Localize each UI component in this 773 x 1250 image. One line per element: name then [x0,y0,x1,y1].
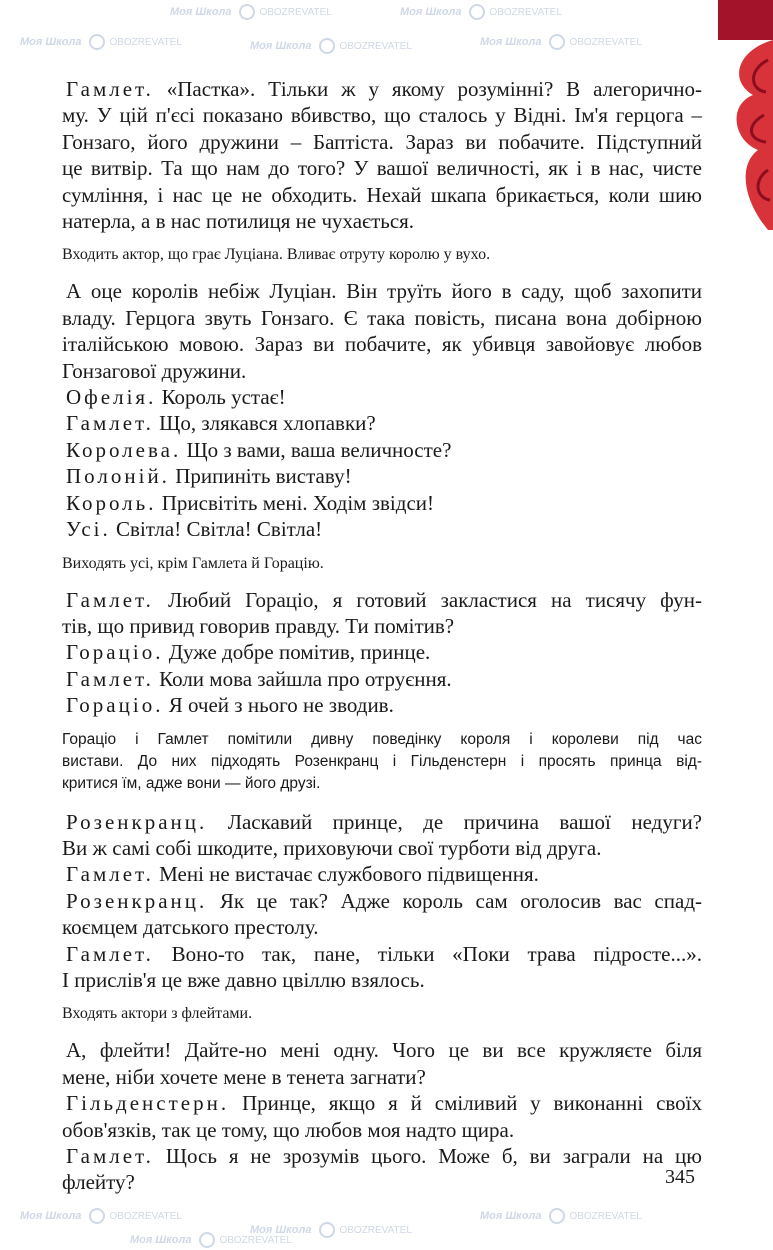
text-line: Гораціо і Гамлет помітили дивну поведінку короля і королеви під час [62,730,702,748]
stage-direction [62,553,702,575]
speaker-name: Гораціо. [66,640,164,665]
dialogue-paragraph [62,278,702,384]
dialogue-paragraph [62,861,702,887]
watermark-logo-icon [239,4,255,20]
text-line: Гамлет. Що, злякався хлопавки? [66,411,376,436]
text-line: Входить актор, що грає Луціана. Вливає отруту королю у вухо. [62,246,491,264]
watermark-logo-icon [549,1208,565,1224]
dialogue-paragraph [62,463,702,489]
text-line: А оце королів небіж Луціан. Він труїть його в саду, щоб захопити [66,279,702,304]
watermark-brand: Моя Школа [20,36,82,48]
text-line: це витвір. Та що нам до того? У вашої величності, як і в нас, чисте [62,156,702,181]
speaker-name: Офелія. [66,385,157,410]
watermark-brand: Моя Школа [480,1210,542,1222]
text-line: А, флейти! Дайте-но мені одну. Чого це ви все кружляєте біля [66,1038,702,1063]
dialogue-paragraph [62,516,702,542]
watermark-logo-icon [319,1222,335,1238]
watermark [130,1232,292,1249]
watermark-brand: Моя Школа [480,36,542,48]
speaker-name: Королева. [66,437,182,462]
text-line: сумління, і нас це не обходить. Нехай шкапа брикається, коли шию [62,182,702,207]
text-line: Гонзагової дружини. [62,358,247,383]
text-line: італійською мовою. Зараз ви побачите, як убивця завойовує любов [62,332,702,357]
text-line: Гамлет. Мені не вистачає службового підвищення. [66,862,539,887]
text-line: Гонзаго, його дружини – Баптіста. Зараз ви побачите. Підступний [62,129,702,154]
dialogue-paragraph [62,1090,702,1143]
dialogue-paragraph [62,410,702,436]
watermark-logo-icon [199,1232,215,1248]
text-line: обов'язків, так це тому, що любов моя надто щира. [62,1117,515,1142]
speaker-name: Гамлет. [66,941,154,966]
stage-direction [62,1003,702,1025]
text-line: владу. Герцога звуть Гонзаго. Є така повість, писана вона добірною [62,305,702,330]
text-line: вистави. До них підходять Розенкранц і Гільденстерн і просять принца від- [62,752,702,770]
watermark [170,4,332,21]
text-line: Гамлет. Щось я не зрозумів цього. Може б, ви заграли на цю [66,1144,702,1168]
text-line: І прислів'я це вже давно цвіллю взялось. [62,967,425,992]
dialogue-paragraph [62,490,702,516]
speaker-name: Король. [66,490,157,515]
text-line: Гамлет. Воно-то так, пане, тільки «Поки трава підросте...». [66,941,702,966]
watermark-logo-icon [319,38,335,54]
watermark-brand: Моя Школа [170,6,232,18]
watermark-brand: Моя Школа [250,40,312,52]
watermark-brand: OBOZREVATEL [569,1211,642,1222]
watermark-logo-icon [89,1208,105,1224]
text-line: му. У цій п'єсі показано вбивство, що сталось у Відні. Ім'я герцога – [62,103,702,128]
text-line: Офелія. Король устає! [66,385,286,410]
watermark [250,38,412,55]
watermark-brand: Моя Школа [130,1234,192,1246]
watermark [20,34,182,51]
dialogue-paragraph [62,888,702,941]
text-line: Виходять усі, крім Гамлета й Горацію. [62,554,324,572]
text-line: Усі. Світла! Світла! Світла! [66,517,323,542]
watermark-brand: OBOZREVATEL [109,37,182,48]
watermark [20,1208,182,1225]
text-line: критися їм, адже вони — його друзі. [62,774,321,792]
narrative-note [62,729,702,795]
speaker-name: Усі. [66,517,111,542]
watermark-brand: Моя Школа [20,1210,82,1222]
dialogue-paragraph [62,666,702,692]
dialogue-paragraph [62,692,702,718]
text-line: Королева. Що з вами, ваша величносте? [66,437,452,462]
watermark [480,1208,642,1225]
text-line: Гамлет. Коли мова зайшла про отруєння. [66,666,452,691]
speaker-name: Гамлет. [66,1144,154,1168]
page-body [62,76,702,1196]
speaker-name: Гамлет. [66,587,154,612]
speaker-name: Гораціо. [66,693,164,718]
text-line: Розенкранц. Ласкавий принце, де причина вашої недуги? [66,809,702,834]
speaker-name: Гамлет. [66,862,154,887]
text-line: Ви ж самі собі шкодите, приховуючи свої турботи від друга. [62,835,602,860]
speaker-name: Гільденстерн. [66,1091,230,1116]
text-line: мене, ніби хочете мене в тенета загнати? [62,1064,426,1089]
watermark [480,34,642,51]
text-line: Полоній. Припиніть виставу! [66,464,352,489]
page-number: 345 [665,1166,695,1188]
dialogue-paragraph [62,1143,702,1196]
watermark-brand: Моя Школа [400,6,462,18]
text-line: Король. Присвітіть мені. Ходім звідси! [66,490,435,515]
watermark-brand: OBOZREVATEL [489,7,562,18]
text-line: Гільденстерн. Принце, якщо я й сміливий у виконанні своїх [66,1091,702,1116]
dialogue-paragraph [62,809,702,862]
speaker-name: Гамлет. [66,411,154,436]
speaker-name: Розенкранц. [66,888,208,913]
dialogue-paragraph [62,437,702,463]
dialogue-paragraph [62,1037,702,1090]
stage-direction [62,244,702,266]
watermark-brand: Моя Школа [250,1224,312,1236]
text-line: коємцем датського престолу. [62,915,319,940]
watermark-brand: OBOZREVATEL [259,7,332,18]
watermark-brand: OBOZREVATEL [569,37,642,48]
text-line: Гораціо. Дуже добре помітив, принце. [66,640,431,665]
speaker-name: Полоній. [66,464,170,489]
watermark-brand: OBOZREVATEL [109,1211,182,1222]
decorative-ornament [698,0,773,230]
dialogue-paragraph [62,941,702,994]
text-line: Гамлет. Любий Гораціо, я готовий закластися на тисячу фун- [66,587,702,612]
watermark-logo-icon [89,34,105,50]
watermark [400,4,562,21]
watermark-brand: OBOZREVATEL [339,1225,412,1236]
text-line: Розенкранц. Як це так? Адже король сам оголосив вас спад- [66,888,702,913]
text-line: флейту? [62,1170,135,1195]
dialogue-paragraph [62,587,702,640]
text-line: тів, що привид говорив правду. Ти помітив? [62,613,455,638]
dialogue-paragraph [62,76,702,234]
watermark-brand: OBOZREVATEL [219,1235,292,1246]
dialogue-paragraph [62,384,702,410]
speaker-name: Розенкранц. [66,809,208,834]
watermark-logo-icon [549,34,565,50]
speaker-name: Гамлет. [66,77,154,101]
text-line: натерла, а в нас потилиця не чухається. [62,209,415,234]
dialogue-paragraph [62,639,702,665]
watermark-brand: OBOZREVATEL [339,41,412,52]
speaker-name: Гамлет. [66,666,154,691]
watermark-logo-icon [469,4,485,20]
text-line: Входять актори з флейтами. [62,1005,253,1023]
text-line: Гамлет. «Пастка». Тільки ж у якому розумінні? В алегорично- [66,77,702,101]
text-line: Гораціо. Я очей з нього не зводив. [66,693,394,718]
